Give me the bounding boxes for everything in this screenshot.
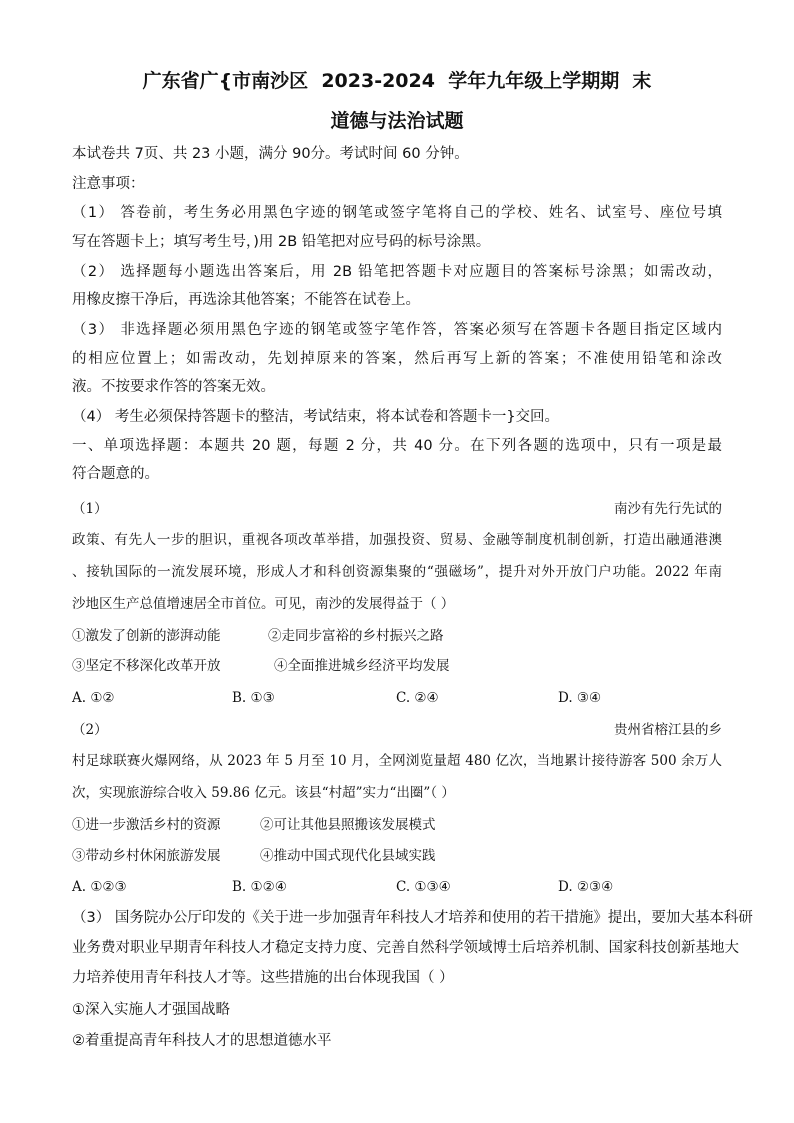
q1-items-row-2 xyxy=(72,656,722,676)
exam-summary: 本试卷共 7页、共 23 小题，满分 90分。考试时间 60 分钟。 xyxy=(72,146,469,162)
q2-option-b[interactable]: B. ①②④ xyxy=(232,879,287,895)
q2-item-1: ①进一步激活乡村的资源 xyxy=(72,817,221,833)
q2-item-4: ④推动中国式现代化县域实践 xyxy=(260,848,436,864)
q2-number: （2） xyxy=(72,722,108,738)
q1-number: （1） xyxy=(72,501,108,517)
q2-item-3: ③带动乡村休闲旅游发展 xyxy=(72,848,221,864)
q1-line-1: 政策、有先人一步的胆识，重视各项改革举措，加强投资、贸易、金融等制度机制创新，打造出融通港澳 xyxy=(72,532,722,548)
q1-item-2: ②走同步富裕的乡村振兴之路 xyxy=(268,628,444,644)
q1-line-3: 沙地区生产总值增速居全市首位。可见，南沙的发展得益于（ ） xyxy=(72,596,455,612)
q1-options xyxy=(72,688,722,708)
notice-2-line-1: （2） 选择题每小题选出答案后，用 2B 铅笔把答题卡对应题目的答案标号涂黑；如需改动， xyxy=(72,264,722,280)
notice-3-line-3: 液。不按要求作答的答案无效。 xyxy=(72,379,275,395)
q1-item-1: ①激发了创新的澎湃动能 xyxy=(72,628,221,644)
notice-2-line-2: 用橡皮擦干净后，再选涂其他答案；不能答在试卷上。 xyxy=(72,292,420,308)
q3-line-2: 业务费对职业早期青年科技人才稳定支持力度、完善自然科学领域博士后培养机制、国家科技创新基地大 xyxy=(72,940,739,956)
q2-line-2: 次，实现旅游综合收入 59.86 亿元。该县“村超”实力“出圈”（ ） xyxy=(72,785,455,801)
q3-line-1: （3） 国务院办公厅印发的《关于进一步加强青年科技人才培养和使用的若干措施》提出，要加大基本科研 xyxy=(72,910,753,926)
q2-options xyxy=(72,877,722,897)
exam-subject: 道德与法治试题 xyxy=(330,110,464,132)
q2-option-a[interactable]: A. ①②③ xyxy=(72,879,127,895)
q1-item-3: ③坚定不移深化改革开放 xyxy=(72,658,221,674)
notice-3-line-2: 的相应位置上；如需改动，先划掉原来的答案，然后再写上新的答案；不准使用铅笔和涂改 xyxy=(72,351,722,367)
q3-item-2: ②着重提高青年科技人才的思想道德水平 xyxy=(72,1033,332,1049)
exam-title: 广东省广{市南沙区 2023-2024 学年九年级上学期期 末 xyxy=(142,70,652,92)
notice-1-line-2: 写在答题卡上；填写考生号，)用 2B 铅笔把对应号码的标号涂黑。 xyxy=(72,234,491,250)
notice-3-line-1: （3） 非选择题必须用黑色字迹的钢笔或签字笔作答，答案必须写在答题卡各题目指定区域内 xyxy=(72,322,722,338)
q3-item-1: ①深入实施人才强国战略 xyxy=(72,1002,230,1018)
q2-lead-text: 贵州省榕江县的乡 xyxy=(614,722,722,738)
q2-option-c[interactable]: C. ①③④ xyxy=(396,879,451,895)
q3-line-3: 力培养使用青年科技人才等。这些措施的出台体现我国（ ） xyxy=(72,970,454,986)
section-heading-line-2: 符合题意的。 xyxy=(72,466,159,482)
q1-lead-text: 南沙有先行先试的 xyxy=(614,501,722,517)
q2-option-d[interactable]: D. ②③④ xyxy=(558,879,614,895)
notice-4-line-1: （4） 考生必须保持答题卡的整洁，考试结束，将本试卷和答题卡一}交回。 xyxy=(72,409,560,425)
section-heading-line-1: 一、单项选择题：本题共 20 题，每题 2 分，共 40 分。在下列各题的选项中，只有一项是最 xyxy=(72,438,722,454)
q2-items-row-2 xyxy=(72,846,722,866)
q1-option-c[interactable]: C. ②④ xyxy=(396,690,439,706)
q1-option-a[interactable]: A. ①② xyxy=(72,690,115,706)
q1-option-d[interactable]: D. ③④ xyxy=(558,690,602,706)
q2-line-1: 村足球联赛火爆网络，从 2023 年 5 月至 10 月，全网浏览量超 480 亿次，当地累计接待游客 500 余万人 xyxy=(72,753,722,769)
notice-heading: 注意事项： xyxy=(72,176,145,192)
q1-line-2: 、接轨国际的一流发展环境，形成人才和科创资源集聚的“强磁场”，提升对外开放门户功能。2022 年南 xyxy=(72,564,722,580)
q2-items-row-1 xyxy=(72,815,722,835)
q2-item-2: ②可让其他县照搬该发展模式 xyxy=(260,817,436,833)
q1-item-4: ④全面推进城乡经济平均发展 xyxy=(274,658,450,674)
q1-items-row-1 xyxy=(72,626,722,646)
q1-option-b[interactable]: B. ①③ xyxy=(232,690,275,706)
notice-1-line-1: （1） 答卷前，考生务必用黑色字迹的钢笔或签字笔将自己的学校、姓名、试室号、座位号填 xyxy=(72,205,722,221)
